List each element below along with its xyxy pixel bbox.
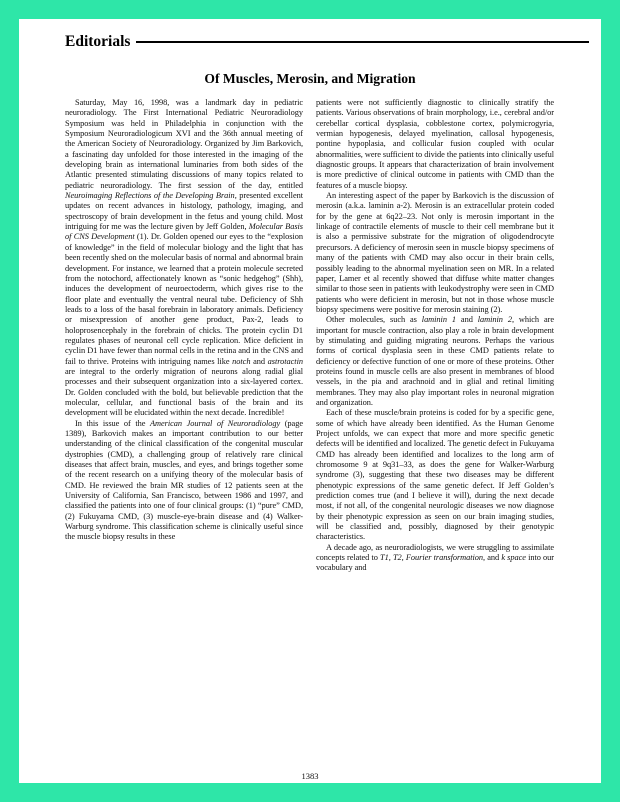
text-run: A decade ago, as neuroradiologists, we were struggling to assimilate concepts related to: [316, 542, 554, 563]
right-column: [316, 98, 554, 574]
paragraph: [65, 98, 303, 419]
text-run: and: [456, 315, 478, 325]
section-header: [65, 33, 589, 51]
italic-text: American Journal of Neuroradiology: [150, 418, 281, 428]
italic-text: T1, T2, Fourier transformation: [380, 553, 484, 563]
paragraph: [316, 98, 554, 191]
paragraph: [316, 315, 554, 408]
italic-text: notch: [232, 356, 251, 366]
paragraph: [316, 543, 554, 574]
article-title: Of Muscles, Merosin, and Migration: [204, 71, 416, 86]
text-run: (1). Dr. Golden opened our eyes to the “explosion of knowledge” in the field of molecular biology and the light that has been recently shed on the molecular basis of normal and abnormal brain development. For instance, we learned that a protein molecule secreted from the notochord, affectionately known as “sonic hedgehog” (Shh), induces the development of neuroectoderm, which gives rise to the floor plate and eventually the ventral neural tube. Deficiency of Shh leads to a loss of the basal forebrain in laboratory animals. Deficiency or misexpression of another gene product, Pax-2, leads to holoprosencephaly in the forebrain of chicks. The protein cyclin D1 regulates phases of neuronal cell cycle replication. Mice deficient in cyclin D1 have fewer than normal cells in the retina and in the CNS and fail to thrive. Proteins with intriguing names like: [65, 232, 303, 366]
paragraph: [316, 191, 554, 315]
italic-text: k space: [501, 553, 526, 563]
paragraph: [316, 408, 554, 542]
text-run: An interesting aspect of the paper by Barkovich is the discussion of merosin (a.k.a. laminin a-2). Merosin is an extracellular protein coded for by the gene at 6q22–23. Not only is merosin important in the linkage of contractile elements of muscle to their cell membrane but it is also a permissive substrate for the migration of oligodendrocyte precursors. A deficiency of merosin seen in muscle biopsy specimens of many of the patients with CMD may also occur in their brain cells, possibly leading to the abnormal myelination seen on MR. In a related paper, Lamer et al recently showed that diffuse white matter changes similar to those seen in patients with leukodystrophy were seen in CMD patients who were deficient in merosin, but not in those whose muscle biopsy specimens were positive for merosin staining (2).: [316, 191, 554, 314]
text-run: Other molecules, such as: [326, 315, 422, 325]
text-run: are integral to the orderly migration of neurons along radial glial processes and their subsequent organization into a six-layered cortex. Dr. Golden concluded with the bold, but believable prediction that the molecular, cellular, and functional basis of the brain and its development will be elucidated within the next decade. Incredible!: [65, 366, 303, 418]
italic-text: astrotactin: [267, 356, 303, 366]
header-rule: [136, 41, 589, 43]
text-run: and: [250, 356, 268, 366]
left-column: [65, 98, 303, 543]
text-run: into our vocabulary and: [316, 553, 555, 573]
text-run: , presented excellent updates on recent advances in histology, pathology, imaging, and spectroscopy of brain development in the fetus and young child. Most intriguing for me was the lecture given by Jeff Golden,: [65, 191, 303, 232]
text-run: (page 1389), Barkovich makes an important contribution to our better understanding of the clinical classification of the congenital muscular dystrophies (CMD), a challenging group of relatively rare clinical diseases that affect brain, muscles, and eyes, and brings together some of the recent research on a unifying theory of the molecular basis of CMD. He reviewed the brain MR studies of 12 patients seen at the University of California, San Francisco, between 1986 and 1997, and classified the patients into one of four clinical groups: (1) “pure” CMD, (2) Fukuyama CMD, (3) muscle-eye-brain disease and (4) Walker-Warburg syndrome. This classification scheme is clinically useful since the muscle biopsy results in these: [65, 418, 303, 542]
italic-text: Neuroimaging Reflections of the Developing Brain: [65, 191, 235, 201]
section-label: Editorials: [65, 33, 131, 50]
text-run: patients were not sufficiently diagnostic to clinically stratify the patients. Various observations of brain morphology, i.e., cerebral and/or cerebellar cortical dysplasia, cobblestone cortex, polymicrogyria, vermian hypogenesis, delayed myelination, callosal hypogenesis, pontine hypoplasia, and collicular fusion coupled with ocular abnormalities, were sufficient to divide the patients into clinically useful diagnostic groups. It appears that characterization of brain involvement is more predictive of clinical outcome in patients with CMD than the features of a muscle biopsy.: [316, 98, 554, 190]
text-run: Each of these muscle/brain proteins is coded for by a specific gene, some of which have already been identified. As the Human Genome Project unfolds, we can expect that more and more specific genetic defects will be identified and localized. The genetic defect in Fukuyama CMD has already been identified and localizes to the long arm of chromosome 9 at 9q31–33, as does the gene for Walker-Warburg syndrome (3), suggesting that these two diseases may be different phenotypic expressions of the same genetic defect. If Jeff Golden’s prediction comes true (and I believe it will), during the next decade most, if not all, of the congenital neurologic diseases we now diagnose by their phenotypic expression as seen on our brain imaging studies, will be classified and, possibly, diagnosed by their genotypic characteristics.: [316, 408, 554, 542]
text-run: , which are important for muscle contraction, also play a role in brain development by stimulating and guiding migrating neurons. Perhaps the various forms of cortical dysplasia seen in these CMD patients relate to deficiency or defective function of one or more of these proteins. Other proteins found in muscle cells are also present in membranes of blood vessels, in the pia and arachnoid and in glial and retinal limiting membranes. They may also play important roles in neuronal migration and organization.: [316, 315, 555, 407]
italic-text: laminin 2: [477, 315, 512, 325]
journal-page: [19, 19, 601, 783]
page-number: 1383: [301, 771, 319, 781]
text-run: Saturday, May 16, 1998, was a landmark day in pediatric neuroradiology. The First International Pediatric Neuroradiology Symposium was held in Philadelphia in conjunction with the Symposium Neuroradiologicum XVI and the 36th annual meeting of the American Society of Neuroradiology. Organized by Jim Barkovich, a fascinating day unfolded for those interested in the imaging of the developing brain as international luminaries from both sides of the Atlantic presented stimulating discussions of many topics related to pediatric neuroradiology. The first session of the day, entitled: [65, 98, 303, 190]
paragraph: [65, 419, 303, 543]
italic-text: laminin 1: [421, 315, 456, 325]
text-run: In this issue of the: [75, 418, 150, 428]
text-run: , and: [483, 553, 502, 563]
italic-text: Molecular Basis of CNS Development: [65, 222, 303, 242]
